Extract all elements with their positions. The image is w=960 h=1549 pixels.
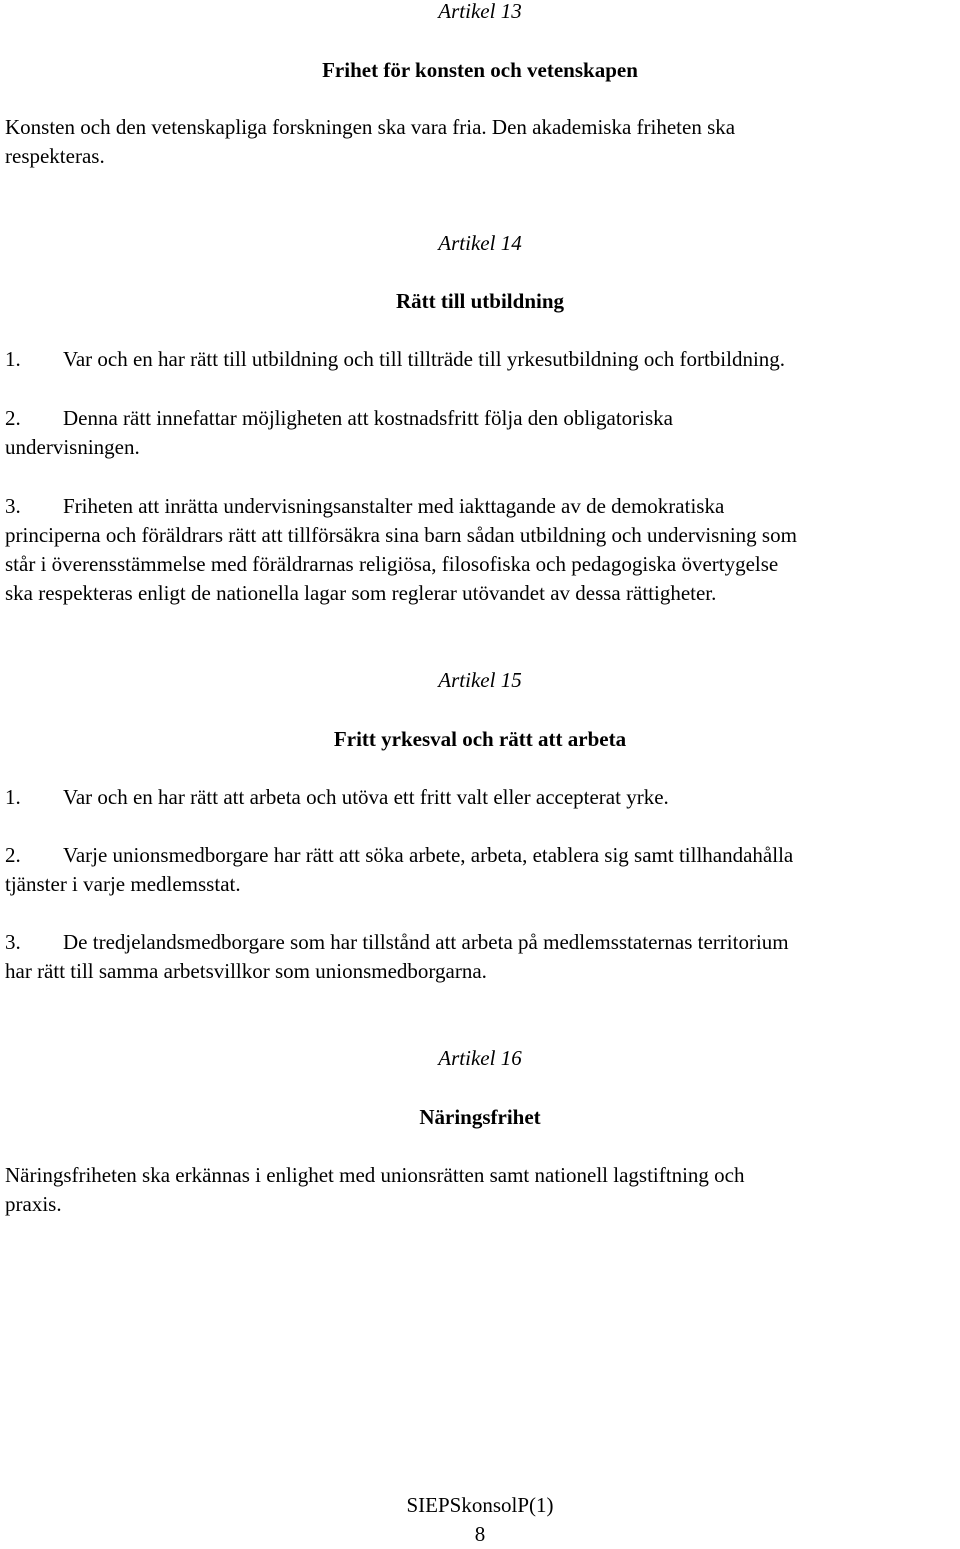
paragraph-number: 1. (5, 347, 21, 371)
article-16-title: Näringsfrihet (419, 1105, 541, 1129)
article-14-paragraph-1 (5, 345, 957, 374)
article-15-paragraph-1 (5, 783, 957, 812)
paragraph-number: 1. (5, 785, 21, 809)
article-13-title: Frihet för konsten och vetenskapen (322, 58, 638, 82)
paragraph-number: 3. (5, 494, 21, 518)
paragraph-line: tjänster i varje medlemsstat. (5, 872, 241, 896)
article-14-paragraph-3 (5, 492, 957, 608)
paragraph-line: undervisningen. (5, 435, 140, 459)
article-15-number: Artikel 15 (438, 668, 522, 692)
article-14-number: Artikel 14 (438, 231, 522, 255)
article-14-paragraph-2 (5, 404, 957, 462)
article-15-title: Fritt yrkesval och rätt att arbeta (333, 727, 627, 751)
article-13-paragraph (5, 113, 957, 171)
article-15-paragraph-3 (5, 928, 957, 986)
paragraph-line: Denna rätt innefattar möjligheten att kostnadsfritt följa den obligatoriska (63, 406, 673, 430)
paragraph-line: praxis. (5, 1192, 62, 1216)
article-16-paragraph (5, 1161, 957, 1219)
paragraph-line: står i överensstämmelse med föräldrarnas religiösa, filosofiska och pedagogiska övertygelse (5, 552, 779, 576)
paragraph-number: 2. (5, 406, 21, 430)
paragraph-number: 3. (5, 930, 21, 954)
paragraph-line: Friheten att inrätta undervisningsanstalter med iakttagande av de demokratiska (63, 494, 725, 518)
paragraph-line: har rätt till samma arbetsvillkor som unionsmedborgarna. (5, 959, 487, 983)
paragraph-line: Konsten och den vetenskapliga forskningen ska vara fria. Den akademiska friheten ska (5, 115, 736, 139)
paragraph-line: ska respekteras enligt de nationella lagar som reglerar utövandet av dessa rättigheter. (5, 581, 717, 605)
paragraph-line: Näringsfriheten ska erkännas i enlighet med unionsrätten samt nationell lagstiftning och (5, 1163, 745, 1187)
paragraph-line: Var och en har rätt att arbeta och utöva ett fritt valt eller accepterat yrke. (63, 785, 669, 809)
paragraph-line: De tredjelandsmedborgare som har tillstånd att arbeta på medlemsstaternas territorium (63, 930, 789, 954)
page-number: 8 (474, 1522, 486, 1546)
paragraph-line: Varje unionsmedborgare har rätt att söka arbete, arbeta, etablera sig samt tillhandahålla (63, 843, 794, 867)
article-14-title: Rätt till utbildning (395, 289, 565, 313)
article-15-paragraph-2 (5, 841, 957, 899)
paragraph-line: Var och en har rätt till utbildning och till tillträde till yrkesutbildning och fortbildning. (63, 347, 786, 371)
article-13-number: Artikel 13 (438, 0, 522, 23)
paragraph-line: principerna och föräldrars rätt att tillförsäkra sina barn sådan utbildning och undervisning som (5, 523, 797, 547)
paragraph-number: 2. (5, 843, 21, 867)
paragraph-line: respekteras. (5, 144, 105, 168)
footer-doc-code: SIEPSkonsolP(1) (406, 1493, 554, 1517)
article-16-number: Artikel 16 (438, 1046, 522, 1070)
